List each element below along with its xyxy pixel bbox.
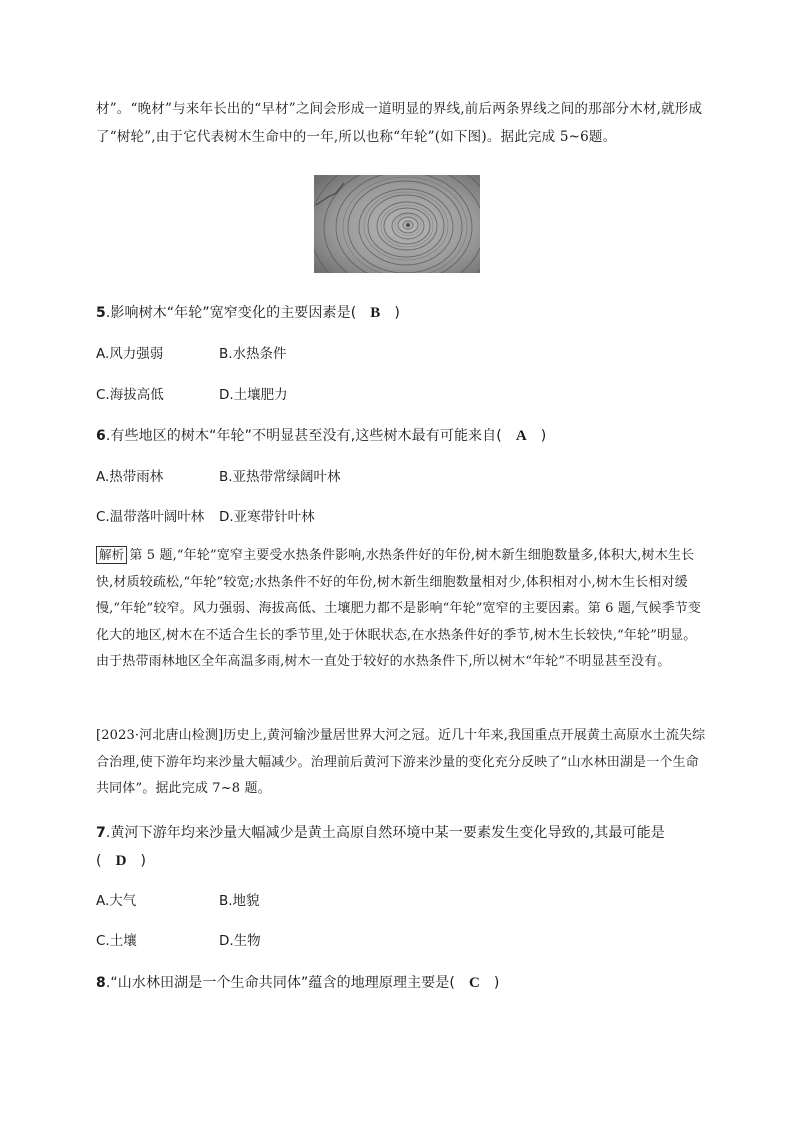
question-open-paren: ( — [96, 853, 102, 869]
question-close-paren: ) — [493, 975, 500, 991]
question-dot: . — [105, 975, 111, 991]
question-dot: . — [105, 428, 111, 444]
question-number: 5 — [96, 305, 106, 321]
question-close-paren: ) — [140, 853, 147, 869]
answer-letter: B — [370, 305, 381, 321]
explanation-tag: 解析 — [96, 546, 127, 564]
option-c: C.海拔高低 — [96, 387, 164, 403]
explanation-text: 第 5 题,“年轮”宽窄主要受水热条件影响,水热条件好的年份,树木新生细胞数量多,体积大,树木生长快,材质较疏松,“年轮”较宽;水热条件不好的年份,树木新生细胞数量相对少,体积相对小,树木生长相对缓慢,“年轮”较窄。风力强弱、海拔高低、土壤肥力都不是影响“年轮”宽窄的主要因素。第 6 题,气候季节变化大的地区,树木在不适合生长的季节里,处于休眠状态,在水热条件好的季节,树木生长较快,“年轮”明显。由于热带雨林地区全年高温多雨,树木一直处于较好的水热条件下,所以树木“年轮”不明显甚至没有。 — [96, 548, 702, 669]
question-close-paren: ) — [540, 428, 547, 444]
question-close-paren: ) — [394, 305, 400, 321]
document-page — [96, 0, 706, 1123]
option-c: C.温带落叶阔叶林 — [96, 509, 205, 525]
option-d: D.亚寒带针叶林 — [219, 509, 315, 525]
answer-letter: C — [468, 975, 480, 991]
option-d: D.土壤肥力 — [219, 387, 288, 403]
option-c: C.土壤 — [96, 933, 137, 949]
question-stem: “山水林田湖是一个生命共同体”蕴含的地理原理主要是( — [110, 975, 455, 991]
question-5 — [96, 302, 400, 324]
question-7 — [96, 822, 706, 844]
question-dot: . — [105, 305, 111, 321]
question-number: 8 — [96, 975, 106, 991]
option-d: D.生物 — [219, 933, 261, 949]
option-a: A.风力强弱 — [96, 346, 164, 362]
option-a: A.热带雨林 — [96, 469, 164, 485]
question-stem: 影响树木“年轮”宽窄变化的主要因素是( — [110, 305, 357, 321]
tree-rings-photo — [314, 175, 480, 273]
question-8 — [96, 972, 499, 994]
option-b: B.亚热带常绿阔叶林 — [219, 469, 341, 485]
explanation-block — [96, 543, 706, 676]
question-dot: . — [105, 825, 111, 841]
question-stem: 黄河下游年均来沙量大幅减少是黄土高原自然环境中某一要素发生变化导致的,其最可能是 — [110, 825, 665, 841]
question-number: 6 — [96, 428, 106, 444]
question-7-answer-line — [96, 850, 146, 872]
question-number: 7 — [96, 825, 106, 841]
answer-letter: A — [515, 428, 527, 444]
option-b: B.地貌 — [219, 893, 260, 909]
answer-letter: D — [115, 853, 127, 869]
material-paragraph: [2023·河北唐山检测]历史上,黄河输沙量居世界大河之冠。近几十年来,我国重点开展黄土高原水土流失综合治理,使下游年均来沙量大幅减少。治理前后黄河下游来沙量的变化充分反映了“山水林田湖是一个生命共同体”。据此完成 7~8 题。 — [96, 728, 706, 796]
option-b: B.水热条件 — [219, 346, 287, 362]
question-stem: 有些地区的树木“年轮”不明显甚至没有,这些树木最有可能来自( — [110, 428, 502, 444]
option-a: A.大气 — [96, 893, 137, 909]
intro-paragraph: 材”。“晚材”与来年长出的“早材”之间会形成一道明显的界线,前后两条界线之间的那部分木材,就形成了“树轮”,由于它代表树木生命中的一年,所以也称“年轮”(如下图)。据此完成 5~6题。 — [96, 101, 703, 145]
question-6 — [96, 425, 546, 447]
